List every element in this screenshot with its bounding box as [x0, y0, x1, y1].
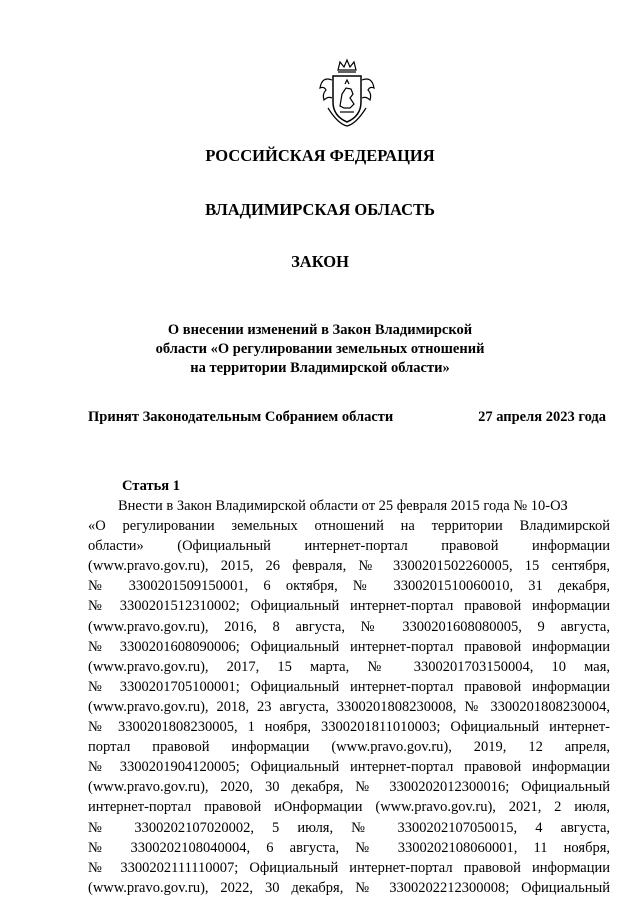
body-line: № 3300201509150001, 6 октября, № 3300201510060010, 31 декабря, [88, 578, 610, 595]
body-line: интернет-портал правовой иОнформации (www.pravo.gov.ru), 2021, 2 июля, [88, 799, 610, 816]
document-type-title: ЗАКОН [291, 252, 349, 271]
subject-line: на территории Владимирской области» [190, 360, 450, 376]
body-line: (www.pravo.gov.ru), 2020, 30 декабря, № 3300202012300016; Официальный [88, 779, 610, 796]
body-line: № 3300201608090006; Официальный интернет-портал правовой информации [88, 638, 610, 655]
body-line: № 3300201904120005; Официальный интернет-портал правовой информации [88, 759, 610, 776]
article-title: Статья 1 [122, 478, 180, 494]
body-line: (www.pravo.gov.ru), 2018, 23 августа, 3300201808230008, № 3300201808230004, [88, 698, 610, 715]
body-line: № 3300201705100001; Официальный интернет-портал правовой информации [88, 678, 610, 695]
body-line: № 3300201808230005, 1 ноября, 3300201811010003; Официальный интернет- [88, 719, 610, 736]
body-line: Внести в Закон Владимирской области от 25 февраля 2015 года № 10-ОЗ [118, 498, 568, 514]
law-subject [0, 321, 640, 378]
body-line: № 3300202108040004, 6 августа, № 3300202108060001, 11 ноября, [88, 839, 610, 856]
region-title: ВЛАДИМИРСКАЯ ОБЛАСТЬ [205, 200, 435, 219]
coat-of-arms-emblem [318, 58, 376, 128]
body-line: (www.pravo.gov.ru), 2017, 15 марта, № 3300201703150004, 10 мая, [88, 658, 610, 675]
body-line: области» (Официальный интернет-портал правовой информации [88, 538, 610, 555]
body-line: «О регулировании земельных отношений на территории Владимирской [88, 518, 610, 535]
adoption-label: Принят Законодательным Собранием области [88, 409, 394, 425]
body-line: № 3300202111110007; Официальный интернет-портал правовой информации [88, 859, 610, 876]
body-line: (www.pravo.gov.ru), 2015, 26 февраля, № 3300201502260005, 15 сентября, [88, 558, 610, 575]
adoption-date: 27 апреля 2023 года [478, 409, 606, 425]
body-line: (www.pravo.gov.ru), 2022, 30 декабря, № 3300202212300008; Официальный [88, 879, 610, 896]
article-body [88, 496, 610, 898]
adoption-line [88, 409, 606, 426]
body-line: № 3300201512310002; Официальный интернет-портал правовой информации [88, 598, 610, 615]
subject-line: О внесении изменений в Закон Владимирской [167, 322, 473, 338]
subject-line: области «О регулировании земельных отношений [155, 341, 485, 357]
body-line: № 3300202107020002, 5 июля, № 3300202107050015, 4 августа, [88, 819, 610, 836]
body-line: портал правовой информации (www.pravo.gov.ru), 2019, 12 апреля, [88, 739, 610, 756]
country-title: РОССИЙСКАЯ ФЕДЕРАЦИЯ [205, 146, 435, 165]
body-line: (www.pravo.gov.ru), 2016, 8 августа, № 3300201608080005, 9 августа, [88, 618, 610, 635]
